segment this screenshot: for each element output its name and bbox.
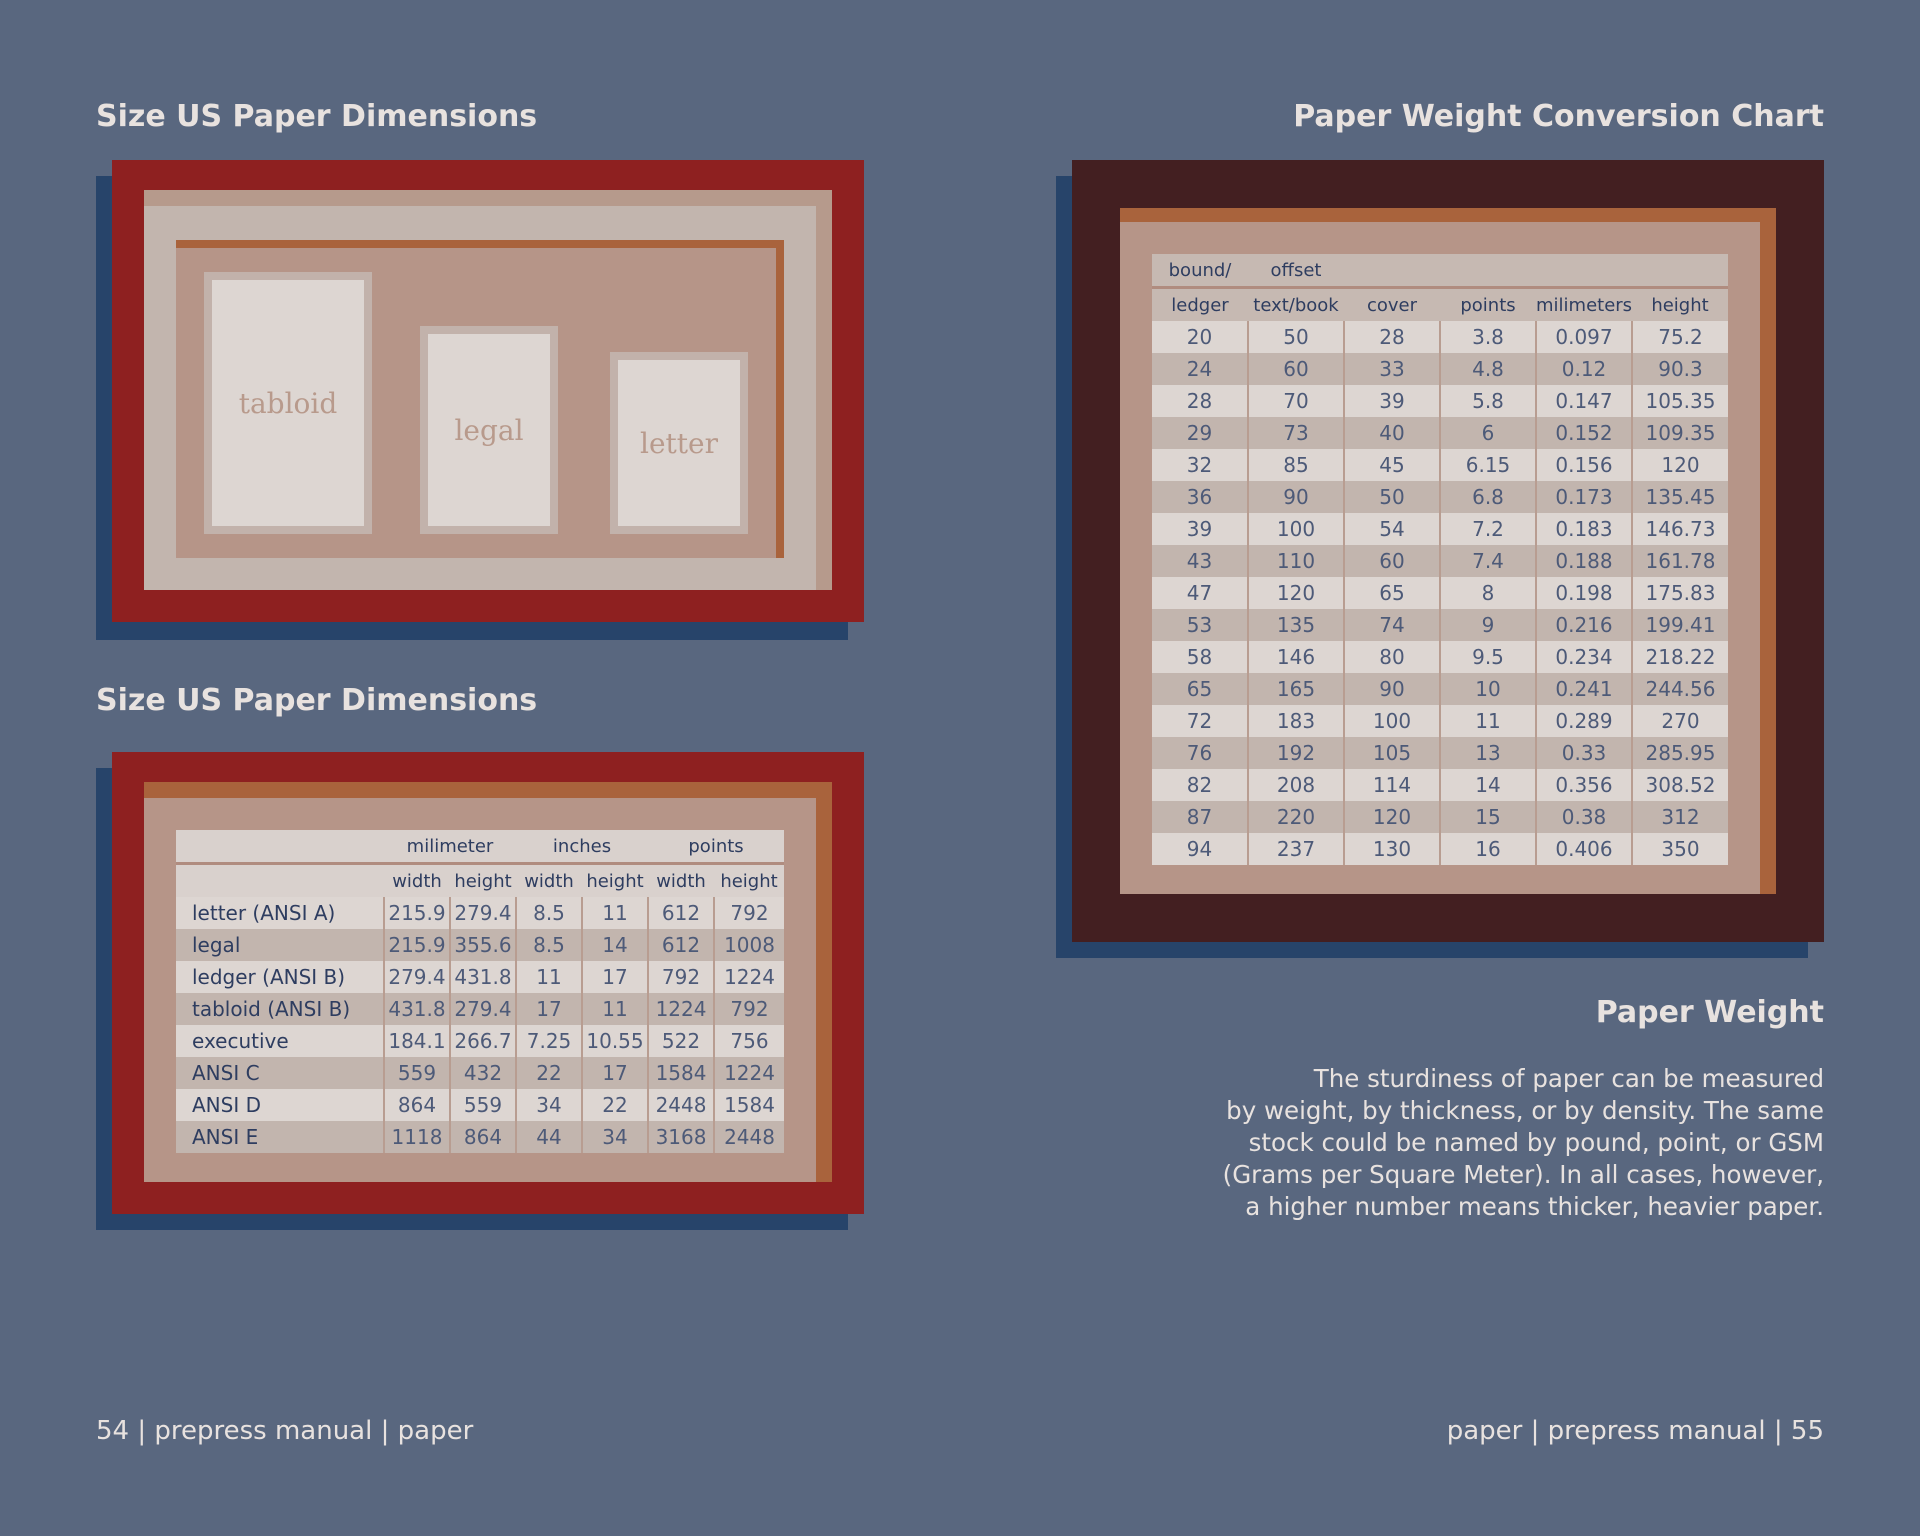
group-inches: inches bbox=[516, 830, 648, 864]
table-cell: 6 bbox=[1440, 417, 1536, 449]
table-cell: 10.55 bbox=[582, 1025, 648, 1057]
table-row bbox=[1152, 577, 1728, 609]
table-cell: 105.35 bbox=[1632, 385, 1728, 417]
table-cell: 65 bbox=[1344, 577, 1440, 609]
table-cell: 105 bbox=[1344, 737, 1440, 769]
table-cell: 29 bbox=[1152, 417, 1248, 449]
table-cell: 17 bbox=[582, 961, 648, 993]
table-cell: 0.183 bbox=[1536, 513, 1632, 545]
table-cell: 0.216 bbox=[1536, 609, 1632, 641]
table-cell: 1584 bbox=[714, 1089, 784, 1121]
table-cell: 8 bbox=[1440, 577, 1536, 609]
paper-name-cell: legal bbox=[176, 929, 384, 961]
table-cell: 11 bbox=[582, 993, 648, 1025]
table-cell: 20 bbox=[1152, 321, 1248, 353]
size-table-body bbox=[176, 897, 784, 1153]
table-cell: 756 bbox=[714, 1025, 784, 1057]
table-row bbox=[1152, 449, 1728, 481]
table-cell: 0.289 bbox=[1536, 705, 1632, 737]
table-cell: 15 bbox=[1440, 801, 1536, 833]
paper-size-table bbox=[176, 830, 784, 1153]
table-cell: 192 bbox=[1248, 737, 1344, 769]
table-cell: 114 bbox=[1344, 769, 1440, 801]
table-cell: 199.41 bbox=[1632, 609, 1728, 641]
table-cell: 244.56 bbox=[1632, 673, 1728, 705]
table-cell: 85 bbox=[1248, 449, 1344, 481]
table-cell: 312 bbox=[1632, 801, 1728, 833]
table-cell: 39 bbox=[1344, 385, 1440, 417]
table-cell: 612 bbox=[648, 897, 714, 929]
weight-header-cell: offset bbox=[1248, 254, 1344, 288]
table-cell: 5.8 bbox=[1440, 385, 1536, 417]
table-cell: 73 bbox=[1248, 417, 1344, 449]
table-cell: 8.5 bbox=[516, 897, 582, 929]
table-cell: 1584 bbox=[648, 1057, 714, 1089]
paper-letter bbox=[610, 352, 748, 534]
table-row bbox=[176, 1025, 784, 1057]
size-subheader-cell: width bbox=[384, 864, 450, 898]
table-cell: 28 bbox=[1344, 321, 1440, 353]
table-cell: 43 bbox=[1152, 545, 1248, 577]
paper-name-cell: ANSI D bbox=[176, 1089, 384, 1121]
table-row bbox=[176, 897, 784, 929]
table-cell: 54 bbox=[1344, 513, 1440, 545]
table-cell: 76 bbox=[1152, 737, 1248, 769]
table-cell: 0.33 bbox=[1536, 737, 1632, 769]
table-cell: 47 bbox=[1152, 577, 1248, 609]
table-cell: 60 bbox=[1248, 353, 1344, 385]
table-cell: 34 bbox=[516, 1089, 582, 1121]
table-cell: 559 bbox=[384, 1057, 450, 1089]
table-cell: 94 bbox=[1152, 833, 1248, 865]
table-cell: 100 bbox=[1248, 513, 1344, 545]
size-subheader-cell: height bbox=[714, 864, 784, 898]
table-row bbox=[1152, 513, 1728, 545]
weight-header-cell: text/book bbox=[1248, 288, 1344, 322]
table-cell: 11 bbox=[1440, 705, 1536, 737]
table-cell: 285.95 bbox=[1632, 737, 1728, 769]
size-subheader-cell: width bbox=[516, 864, 582, 898]
table-cell: 0.156 bbox=[1536, 449, 1632, 481]
description-line: a higher number means thicker, heavier paper. bbox=[1245, 1192, 1824, 1221]
table-cell: 220 bbox=[1248, 801, 1344, 833]
table-cell: 130 bbox=[1344, 833, 1440, 865]
table-cell: 218.22 bbox=[1632, 641, 1728, 673]
weight-table-header-top bbox=[1152, 254, 1728, 288]
table-cell: 58 bbox=[1152, 641, 1248, 673]
table-cell: 6.8 bbox=[1440, 481, 1536, 513]
table-cell: 16 bbox=[1440, 833, 1536, 865]
weight-header-cell bbox=[1632, 254, 1728, 288]
table-cell: 175.83 bbox=[1632, 577, 1728, 609]
table-cell: 0.12 bbox=[1536, 353, 1632, 385]
table-row bbox=[176, 993, 784, 1025]
table-cell: 792 bbox=[648, 961, 714, 993]
table-cell: 11 bbox=[516, 961, 582, 993]
table-cell: 32 bbox=[1152, 449, 1248, 481]
table-cell: 13 bbox=[1440, 737, 1536, 769]
table-row bbox=[176, 961, 784, 993]
group-points: points bbox=[648, 830, 784, 864]
table-cell: 100 bbox=[1344, 705, 1440, 737]
table-cell: 8.5 bbox=[516, 929, 582, 961]
footer-left: 54 | prepress manual | paper bbox=[96, 1416, 474, 1446]
table-cell: 612 bbox=[648, 929, 714, 961]
footer-right: paper | prepress manual | 55 bbox=[1446, 1416, 1824, 1446]
table-cell: 279.4 bbox=[450, 897, 516, 929]
table-cell: 6.15 bbox=[1440, 449, 1536, 481]
weight-table-header-bottom bbox=[1152, 288, 1728, 322]
table-cell: 215.9 bbox=[384, 897, 450, 929]
table-cell: 135.45 bbox=[1632, 481, 1728, 513]
description-line: (Grams per Square Meter). In all cases, however, bbox=[1222, 1160, 1824, 1189]
table-cell: 36 bbox=[1152, 481, 1248, 513]
table-cell: 10 bbox=[1440, 673, 1536, 705]
description-line: stock could be named by pound, point, or GSM bbox=[1248, 1128, 1824, 1157]
table-cell: 65 bbox=[1152, 673, 1248, 705]
table-row bbox=[1152, 321, 1728, 353]
table-cell: 17 bbox=[516, 993, 582, 1025]
table-cell: 0.097 bbox=[1536, 321, 1632, 353]
table-row bbox=[1152, 417, 1728, 449]
weight-header-cell: height bbox=[1632, 288, 1728, 322]
size-subheader-cell: height bbox=[450, 864, 516, 898]
table-cell: 70 bbox=[1248, 385, 1344, 417]
table-cell: 215.9 bbox=[384, 929, 450, 961]
table-cell: 431.8 bbox=[384, 993, 450, 1025]
weight-header-cell: ledger bbox=[1152, 288, 1248, 322]
table-cell: 792 bbox=[714, 993, 784, 1025]
table-row bbox=[1152, 641, 1728, 673]
table-cell: 28 bbox=[1152, 385, 1248, 417]
table-cell: 279.4 bbox=[384, 961, 450, 993]
table-row bbox=[1152, 353, 1728, 385]
table-row bbox=[176, 929, 784, 961]
table-row bbox=[176, 1089, 784, 1121]
table-cell: 270 bbox=[1632, 705, 1728, 737]
table-cell: 522 bbox=[648, 1025, 714, 1057]
paper-name-cell: ANSI E bbox=[176, 1121, 384, 1153]
table-cell: 1224 bbox=[714, 1057, 784, 1089]
table-cell: 0.406 bbox=[1536, 833, 1632, 865]
size-table-subheader bbox=[176, 864, 784, 898]
table-row bbox=[176, 1121, 784, 1153]
table-cell: 266.7 bbox=[450, 1025, 516, 1057]
table-cell: 45 bbox=[1344, 449, 1440, 481]
table-cell: 82 bbox=[1152, 769, 1248, 801]
table-cell: 0.147 bbox=[1536, 385, 1632, 417]
paper-name-cell: executive bbox=[176, 1025, 384, 1057]
table-cell: 183 bbox=[1248, 705, 1344, 737]
description-line: by weight, by thickness, or by density. The same bbox=[1226, 1096, 1824, 1125]
weight-table-wrapper bbox=[1152, 254, 1728, 865]
table-cell: 1118 bbox=[384, 1121, 450, 1153]
table-row bbox=[1152, 673, 1728, 705]
table-cell: 431.8 bbox=[450, 961, 516, 993]
table-row bbox=[1152, 801, 1728, 833]
table-row bbox=[1152, 737, 1728, 769]
table-cell: 33 bbox=[1344, 353, 1440, 385]
table-cell: 11 bbox=[582, 897, 648, 929]
table-cell: 2448 bbox=[648, 1089, 714, 1121]
table-cell: 350 bbox=[1632, 833, 1728, 865]
table-row bbox=[1152, 545, 1728, 577]
paper-weight-table bbox=[1152, 254, 1728, 865]
paper-weight-title: Paper Weight bbox=[1595, 995, 1824, 1030]
group-milimeter: milimeter bbox=[384, 830, 516, 864]
paper-label-tabloid: tabloid bbox=[238, 386, 338, 420]
table-cell: 9.5 bbox=[1440, 641, 1536, 673]
table-cell: 0.241 bbox=[1536, 673, 1632, 705]
table-cell: 0.38 bbox=[1536, 801, 1632, 833]
table-cell: 146 bbox=[1248, 641, 1344, 673]
table-cell: 0.188 bbox=[1536, 545, 1632, 577]
table-cell: 792 bbox=[714, 897, 784, 929]
weight-header-cell: cover bbox=[1344, 288, 1440, 322]
table-cell: 17 bbox=[582, 1057, 648, 1089]
weight-header-cell bbox=[1344, 254, 1440, 288]
size-subheader-cell: width bbox=[648, 864, 714, 898]
section-title-dimensions-table: Size US Paper Dimensions bbox=[96, 683, 538, 718]
paper-name-cell: ledger (ANSI B) bbox=[176, 961, 384, 993]
table-cell: 50 bbox=[1344, 481, 1440, 513]
table-cell: 2448 bbox=[714, 1121, 784, 1153]
paper-tabloid bbox=[204, 272, 372, 534]
size-subheader-cell: height bbox=[582, 864, 648, 898]
table-cell: 0.152 bbox=[1536, 417, 1632, 449]
size-table-group-header bbox=[176, 830, 784, 864]
table-cell: 3168 bbox=[648, 1121, 714, 1153]
table-cell: 24 bbox=[1152, 353, 1248, 385]
table-cell: 120 bbox=[1632, 449, 1728, 481]
table-cell: 308.52 bbox=[1632, 769, 1728, 801]
table-cell: 22 bbox=[516, 1057, 582, 1089]
table-cell: 90.3 bbox=[1632, 353, 1728, 385]
table-cell: 208 bbox=[1248, 769, 1344, 801]
description-line: The sturdiness of paper can be measured bbox=[1313, 1064, 1824, 1093]
table-cell: 146.73 bbox=[1632, 513, 1728, 545]
table-cell: 109.35 bbox=[1632, 417, 1728, 449]
table-cell: 864 bbox=[450, 1121, 516, 1153]
table-cell: 72 bbox=[1152, 705, 1248, 737]
table-cell: 90 bbox=[1344, 673, 1440, 705]
paper-name-cell: letter (ANSI A) bbox=[176, 897, 384, 929]
table-cell: 90 bbox=[1248, 481, 1344, 513]
weight-header-cell: bound/ bbox=[1152, 254, 1248, 288]
table-cell: 184.1 bbox=[384, 1025, 450, 1057]
table-cell: 279.4 bbox=[450, 993, 516, 1025]
table-cell: 237 bbox=[1248, 833, 1344, 865]
table-row bbox=[1152, 705, 1728, 737]
table-cell: 1224 bbox=[714, 961, 784, 993]
table-cell: 44 bbox=[516, 1121, 582, 1153]
table-cell: 559 bbox=[450, 1089, 516, 1121]
table-cell: 53 bbox=[1152, 609, 1248, 641]
weight-header-cell bbox=[1440, 254, 1536, 288]
table-row bbox=[1152, 481, 1728, 513]
table-cell: 1008 bbox=[714, 929, 784, 961]
table-cell: 75.2 bbox=[1632, 321, 1728, 353]
table-row bbox=[1152, 385, 1728, 417]
table-cell: 0.198 bbox=[1536, 577, 1632, 609]
table-cell: 14 bbox=[582, 929, 648, 961]
table-row bbox=[1152, 769, 1728, 801]
table-cell: 9 bbox=[1440, 609, 1536, 641]
table-cell: 110 bbox=[1248, 545, 1344, 577]
table-row bbox=[1152, 833, 1728, 865]
size-table-wrapper bbox=[176, 830, 784, 1153]
paper-name-cell: ANSI C bbox=[176, 1057, 384, 1089]
table-cell: 135 bbox=[1248, 609, 1344, 641]
table-cell: 161.78 bbox=[1632, 545, 1728, 577]
weight-header-cell bbox=[1536, 254, 1632, 288]
table-cell: 74 bbox=[1344, 609, 1440, 641]
table-cell: 120 bbox=[1344, 801, 1440, 833]
paper-name-cell: tabloid (ANSI B) bbox=[176, 993, 384, 1025]
table-cell: 0.234 bbox=[1536, 641, 1632, 673]
table-cell: 80 bbox=[1344, 641, 1440, 673]
table-cell: 0.356 bbox=[1536, 769, 1632, 801]
paper-weight-description bbox=[1184, 1063, 1824, 1223]
table-cell: 355.6 bbox=[450, 929, 516, 961]
table-cell: 0.173 bbox=[1536, 481, 1632, 513]
table-cell: 14 bbox=[1440, 769, 1536, 801]
paper-legal bbox=[420, 326, 558, 534]
table-cell: 40 bbox=[1344, 417, 1440, 449]
table-cell: 7.25 bbox=[516, 1025, 582, 1057]
table-cell: 50 bbox=[1248, 321, 1344, 353]
table-row bbox=[1152, 609, 1728, 641]
table-cell: 39 bbox=[1152, 513, 1248, 545]
table-cell: 165 bbox=[1248, 673, 1344, 705]
table-cell: 22 bbox=[582, 1089, 648, 1121]
table-cell: 1224 bbox=[648, 993, 714, 1025]
weight-header-cell: milimeters bbox=[1536, 288, 1632, 322]
table-cell: 60 bbox=[1344, 545, 1440, 577]
table-cell: 87 bbox=[1152, 801, 1248, 833]
table-cell: 4.8 bbox=[1440, 353, 1536, 385]
section-title-dimensions-illustration: Size US Paper Dimensions bbox=[96, 99, 538, 134]
table-cell: 34 bbox=[582, 1121, 648, 1153]
table-cell: 864 bbox=[384, 1089, 450, 1121]
paper-label-letter: letter bbox=[640, 426, 718, 460]
weight-header-cell: points bbox=[1440, 288, 1536, 322]
table-cell: 120 bbox=[1248, 577, 1344, 609]
table-cell: 7.2 bbox=[1440, 513, 1536, 545]
table-row bbox=[176, 1057, 784, 1089]
table-cell: 7.4 bbox=[1440, 545, 1536, 577]
paper-label-legal: legal bbox=[454, 413, 524, 447]
weight-table-body bbox=[1152, 321, 1728, 865]
table-cell: 3.8 bbox=[1440, 321, 1536, 353]
table-cell: 432 bbox=[450, 1057, 516, 1089]
chart-title: Paper Weight Conversion Chart bbox=[1293, 99, 1824, 134]
